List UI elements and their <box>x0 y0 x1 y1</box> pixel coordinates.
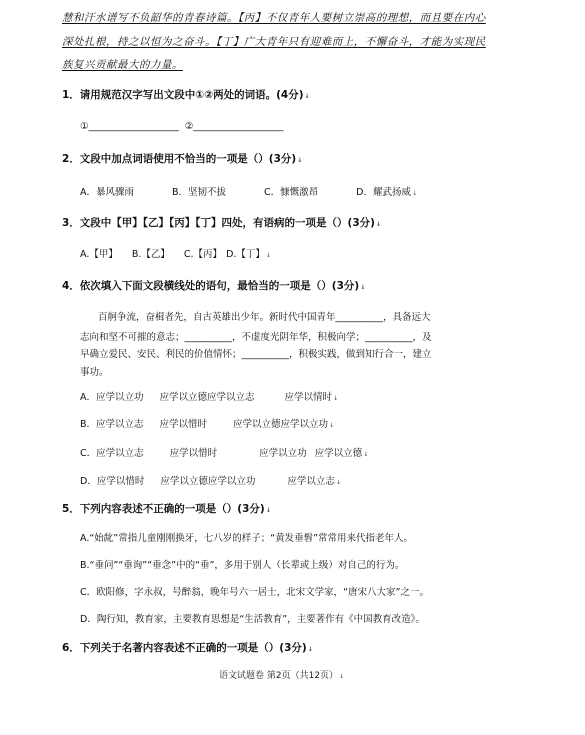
option-c[interactable]: C.【丙】 <box>183 249 223 260</box>
option-part: B．应学以立志 <box>80 419 144 430</box>
answer-blank-2[interactable]: ②___________________ <box>184 121 284 132</box>
paragraph-mark: ↓ <box>297 157 303 164</box>
question-3-options <box>80 246 271 260</box>
q5-option-d[interactable]: D．陶行知，教育家，主要教育思想是“生活教育”，主要著作有《中国教育改造》。 <box>80 614 425 625</box>
q4-option-d[interactable] <box>80 473 341 487</box>
page-footer <box>219 668 344 681</box>
option-a[interactable]: A．暴风骤雨 <box>80 187 134 198</box>
option-b[interactable]: B.【乙】 <box>131 249 170 260</box>
paragraph-mark: ↓ <box>265 507 271 514</box>
q4-option-b[interactable] <box>80 416 334 430</box>
question-2 <box>62 151 302 166</box>
question-1-stem: 1．请用规范汉字写出文段中①②两处的词语。(4分) <box>62 89 304 101</box>
paragraph-mark: ↓ <box>363 451 369 458</box>
q4-passage-line-3: 早确立爱民、安民、利民的价值情怀；__________，积极实践，做到知行合一，建立 <box>80 349 432 360</box>
option-d[interactable]: D．耀武扬威 <box>356 187 411 198</box>
option-part: D．应学以惜时 <box>80 476 145 487</box>
option-part: 应学以惜时 <box>159 419 208 430</box>
option-part: 应学以立志 <box>287 476 335 487</box>
q4-passage-line-1: 百舸争流，奋楫者先，自古英雄出少年。新时代中国青年__________，具备远大 <box>98 312 431 323</box>
option-part: 应学以情时 <box>284 392 333 403</box>
option-c[interactable]: C．慷慨激昂 <box>264 187 319 198</box>
question-3-stem: 3．文段中【甲】【乙】【丙】【丁】四处，有语病的一项是（）(3分) <box>62 217 375 229</box>
question-5-stem: 5．下列内容表述不正确的一项是（）(3分) <box>62 503 265 515</box>
question-2-stem: 2．文段中加点词语使用不恰当的一项是（）(3分) <box>62 153 297 165</box>
paragraph-mark: ↓ <box>339 673 345 680</box>
option-b[interactable] <box>172 187 226 198</box>
passage-line-2: 深处扎根，持之以恒为之奋斗。【丁】广大青年只有迎难而上，不懈奋斗，才能为实现民 <box>62 36 486 48</box>
paragraph-mark: ↓ <box>265 252 271 259</box>
passage-line-3: 族复兴贡献最大的力量。 <box>62 59 183 71</box>
paragraph-mark: ↓ <box>360 284 366 291</box>
question-6 <box>62 640 313 655</box>
q4-option-a[interactable] <box>80 389 338 403</box>
option-part: 应学以立德应学以立志 <box>159 392 255 403</box>
paragraph-mark: ↓ <box>307 646 313 653</box>
paragraph-mark: ↓ <box>375 221 381 228</box>
option-b-text: B．坚韧不拔 <box>172 187 227 198</box>
answer-blank-1[interactable]: ①___________________ <box>80 121 179 132</box>
question-5 <box>62 501 271 516</box>
question-1 <box>62 87 310 102</box>
q5-option-b[interactable]: B.“垂问”“垂询”“垂念”中的“垂”，多用于别人（长辈或上级）对自己的行为。 <box>80 560 405 571</box>
question-1-blanks <box>80 121 284 132</box>
paragraph-mark: ↓ <box>412 190 418 197</box>
option-part: C．应学以立志 <box>80 448 144 459</box>
q4-passage-line-4: 事功。 <box>80 367 109 378</box>
q5-option-c[interactable]: C．欧阳修，字永叔，号醉翁，晚年号六一居士，北宋文学家，“唐宋八大家”之一。 <box>80 587 429 598</box>
question-4-stem: 4．依次填入下面文段横线处的语句，最恰当的一项是（）(3分) <box>62 280 360 292</box>
option-part: 应学以立德应学以立功 <box>233 419 329 430</box>
option-part: 应学以立德应学以立功 <box>160 476 256 487</box>
q5-option-a[interactable]: A.“始龀”常指儿童刚刚换牙，七八岁的样子；“黄发垂髫”常常用来代指老年人。 <box>80 533 414 544</box>
question-4 <box>62 278 365 293</box>
option-d[interactable]: D.【丁】 <box>226 249 265 260</box>
option-part: 应学以立功 <box>259 448 307 459</box>
paragraph-mark: ↓ <box>335 479 341 486</box>
footer-text: 语文试题卷 第2页（共12页） <box>219 671 339 681</box>
option-part: 应学以立德 <box>314 448 363 459</box>
q4-option-c[interactable] <box>80 445 368 459</box>
paragraph-mark: ↓ <box>329 422 335 429</box>
question-3 <box>62 215 381 230</box>
option-part: A．应学以立功 <box>80 392 144 403</box>
option-a[interactable]: A.【甲】 <box>80 249 118 260</box>
passage-line-1: 慧和汗水谱写不负韶华的青春诗篇。【丙】不仅青年人要树立崇高的理想，而且要在内心 <box>62 12 486 24</box>
paragraph-mark: ↓ <box>333 395 339 402</box>
paragraph-mark: ↓ <box>304 93 310 100</box>
question-2-options <box>80 184 417 198</box>
question-6-stem: 6．下列关于名著内容表述不正确的一项是（）(3分) <box>62 642 307 654</box>
q4-passage-line-2: 志向和坚不可摧的意志；__________，不虚度光阴年华，积极向学；__________，及 <box>80 332 432 343</box>
option-part: 应学以惜时 <box>169 448 218 459</box>
